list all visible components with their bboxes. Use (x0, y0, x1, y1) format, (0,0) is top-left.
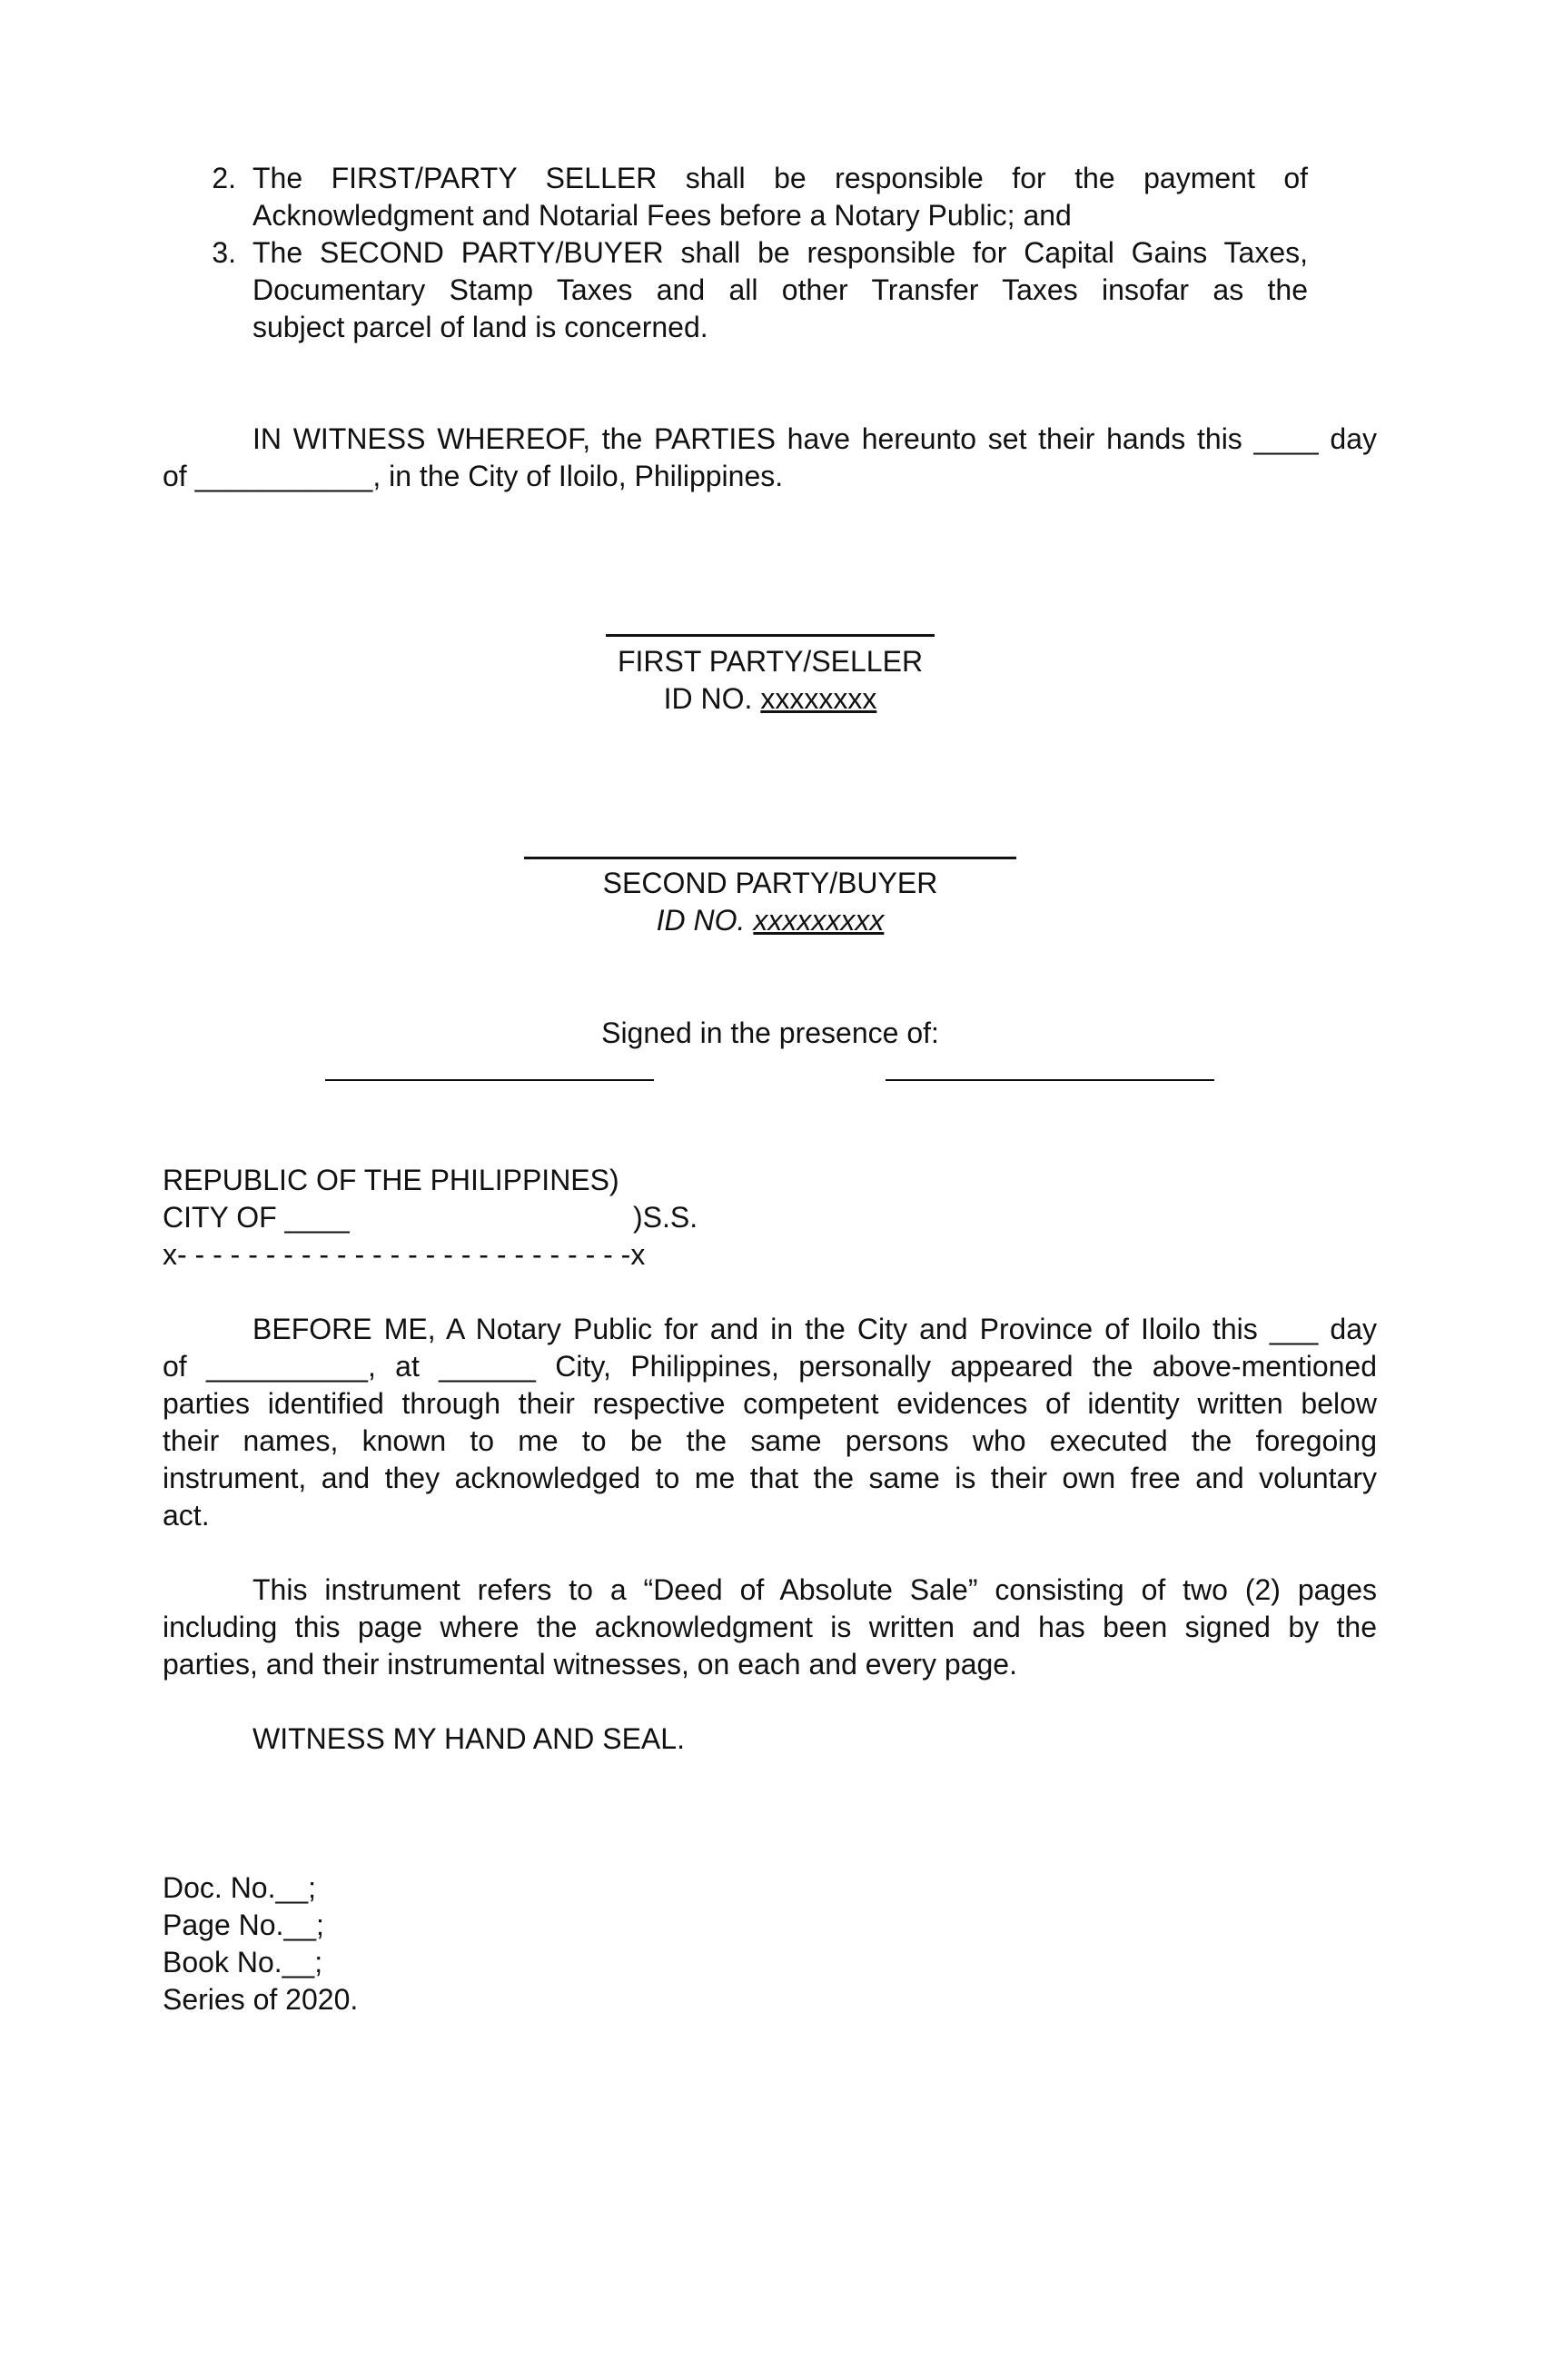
acknowledgment-line-1: BEFORE ME, A Notary Public for and in the City and Province of Iloilo this ___ day (252, 1313, 1377, 1345)
witness-whereof-line-1: IN WITNESS WHEREOF, the PARTIES have hereunto set their hands this ____ day (252, 422, 1377, 455)
acknowledgment-line-3: parties identified through their respective competent evidences of identity written below (163, 1387, 1377, 1420)
signed-presence-text: Signed in the presence of: (601, 1016, 939, 1049)
page-number: Page No.__; (163, 1909, 324, 1941)
witness-hand-seal: WITNESS MY HAND AND SEAL. (252, 1722, 685, 1755)
acknowledgment-line-2: of __________, at ______ City, Philippines, personally appeared the above-mentioned (163, 1350, 1377, 1383)
list-item-3-line-3: subject parcel of land is concerned. (252, 311, 708, 343)
list-item-2-line-2: Acknowledgment and Notarial Fees before a Notary Public; and (252, 199, 1072, 232)
first-party-signature-line (606, 634, 935, 637)
book-number: Book No.__; (163, 1946, 323, 1978)
venue-separator: x- - - - - - - - - - - - - - - - - - - - - - - - - -x (163, 1238, 646, 1271)
witness-whereof-line-2: of ___________, in the City of Iloilo, Philippines. (163, 460, 784, 492)
first-party-id-prefix: ID NO. (663, 682, 761, 715)
venue-republic: REPUBLIC OF THE PHILIPPINES) (163, 1164, 619, 1196)
second-party-signature-line (524, 857, 1016, 859)
first-party-id-value: xxxxxxxx (760, 682, 877, 715)
doc-number: Doc. No.__; (163, 1871, 316, 1904)
acknowledgment-line-5: instrument, and they acknowledged to me that the same is their own free and voluntary (163, 1462, 1377, 1494)
second-party-id (498, 902, 1043, 939)
first-party-label: FIRST PARTY/SELLER (617, 645, 924, 678)
acknowledgment-line-6: act. (163, 1499, 210, 1532)
first-party-id (498, 680, 1043, 718)
venue-ss: )S.S. (633, 1201, 698, 1234)
instrument-line-2: including this page where the acknowledgment is written and has been signed by the (163, 1611, 1377, 1643)
venue-city: CITY OF ____ (163, 1201, 350, 1234)
acknowledgment-line-4: their names, known to me to be the same persons who executed the foregoing (163, 1424, 1377, 1457)
second-party-id-prefix: ID NO. (656, 904, 754, 937)
second-party-id-value: xxxxxxxxx (753, 904, 885, 937)
witness-2-signature-line (886, 1079, 1214, 1081)
series-year: Series of 2020. (163, 1983, 359, 2016)
list-item-2-line-1: The FIRST/PARTY SELLER shall be responsible for the payment of (252, 162, 1308, 194)
instrument-line-1: This instrument refers to a “Deed of Absolute Sale” consisting of two (2) pages (252, 1573, 1377, 1606)
witness-1-signature-line (325, 1079, 654, 1081)
second-party-label: SECOND PARTY/BUYER (602, 867, 938, 899)
list-item-3-line-2: Documentary Stamp Taxes and all other Transfer Taxes insofar as the (252, 273, 1308, 306)
instrument-line-3: parties, and their instrumental witnesses, on each and every page. (163, 1648, 1017, 1681)
list-number-3: 3. (212, 236, 236, 269)
list-item-3-line-1: The SECOND PARTY/BUYER shall be responsible for Capital Gains Taxes, (252, 236, 1308, 269)
list-number-2: 2. (212, 162, 236, 194)
